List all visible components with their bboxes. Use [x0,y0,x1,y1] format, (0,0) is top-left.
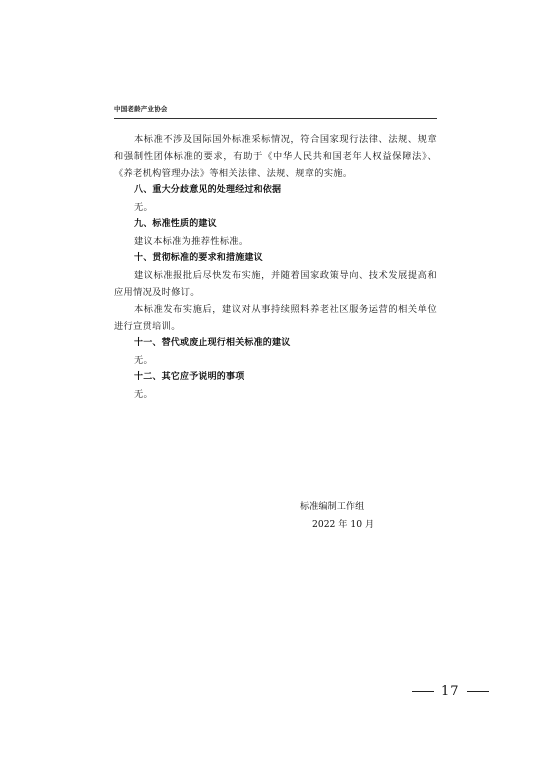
section-heading: 九、标准性质的建议 [134,219,217,229]
paragraph: 建议标准报批后尽快发布实施，并随着国家政策导向、技术发展提高和应用情况及时修订。 [114,270,437,298]
paragraph: 无。 [134,389,154,400]
paragraph: 本标准发布实施后，建议对从事持续照料养老社区服务运营的相关单位进行宣贯培训。 [114,304,437,332]
section-heading: 十二、其它应予说明的事项 [134,372,245,382]
paragraph: 无。 [134,355,154,366]
page-number [405,684,496,699]
paragraph: 建议本标准为推荐性标准。 [134,236,249,247]
paragraph: 本标准不涉及国际国外标准采标情况，符合国家现行法律、法规、规章和强制性团体标准的要求，有助于《中华人民共和国老年人权益保障法》、《养老机构管理办法》等相关法律、法规、规章的实施。 [114,134,437,179]
page-dash-left [412,691,434,692]
document-body [114,131,437,403]
page-dash-right [467,691,489,692]
section-heading: 八、重大分歧意见的处理经过和依据 [134,185,282,195]
paragraph: 无。 [134,202,154,213]
signature-date: 2022 年 10 月 [312,519,375,530]
header-organization: 中国老龄产业协会 [114,105,168,113]
section-heading: 十、贯彻标准的要求和措施建议 [134,253,263,263]
signature-group: 标准编制工作组 [300,501,365,512]
section-heading: 十一、替代或废止现行相关标准的建议 [134,338,291,348]
header-divider [114,118,437,119]
page-number-value: 17 [441,684,460,699]
signature-block [300,498,410,534]
